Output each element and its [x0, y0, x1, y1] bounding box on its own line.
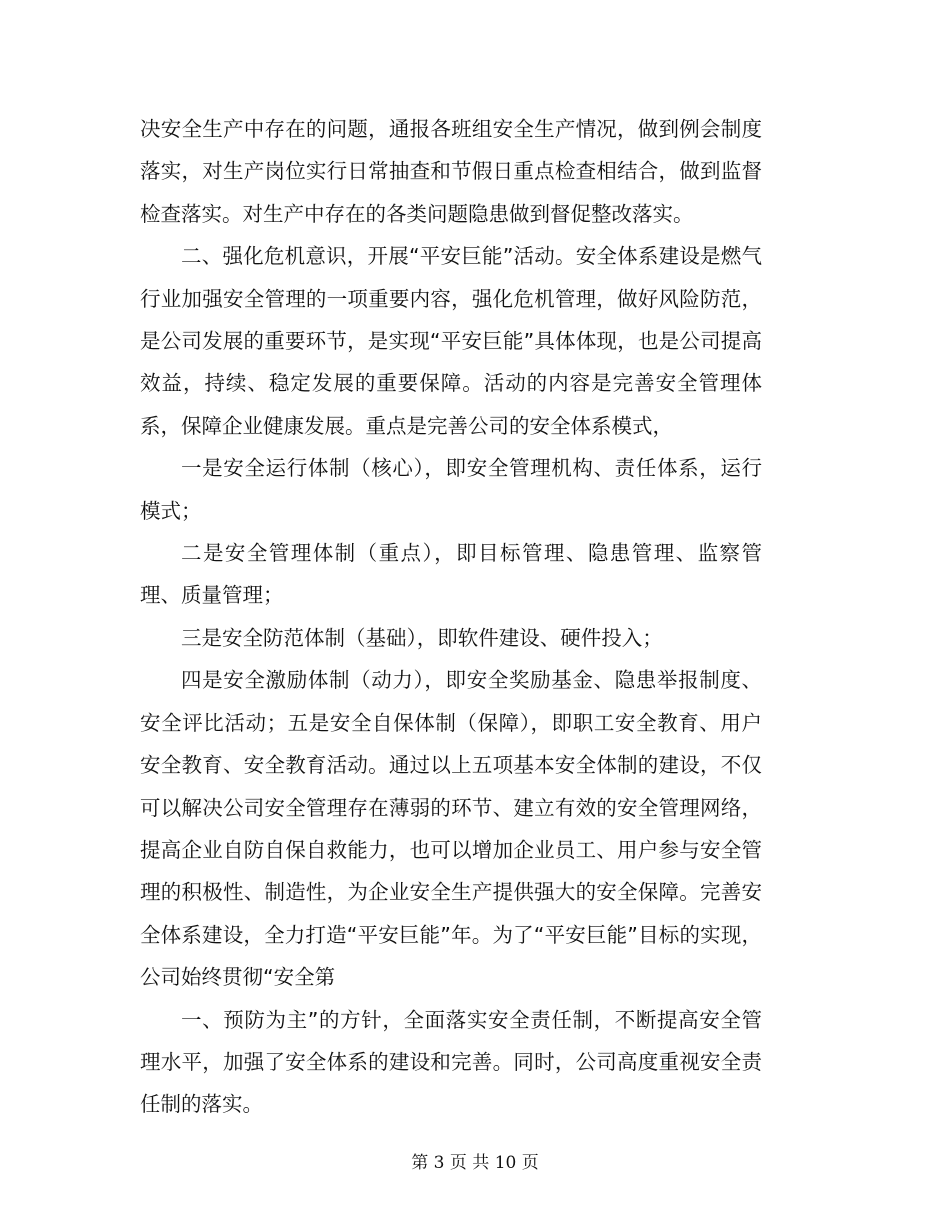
- paragraph-1: 决安全生产中存在的问题，通报各班组安全生产情况，做到例会制度落实，对生产岗位实行日常抽查和节假日重点检查相结合，做到监督检查落实。对生产中存在的各类问题隐患做到督促整改落实。: [140, 117, 762, 226]
- paragraph-4: 二是安全管理体制（重点），即目标管理、隐患管理、监察管理、质量管理；: [140, 541, 762, 608]
- document-body: [140, 108, 762, 1126]
- paragraph-5: 三是安全防范体制（基础），即软件建设、硬件投入；: [181, 625, 663, 650]
- paragraph-7: 一、预防为主”的方针，全面落实安全责任制，不断提高安全管理水平，加强了安全体系的建设和完善。同时，公司高度重视安全责任制的落实。: [140, 1007, 762, 1117]
- paragraph-6: 四是安全激励体制（动力），即安全奖励基金、隐患举报制度、安全评比活动；五是安全自保体制（保障），即职工安全教育、用户安全教育、安全教育活动。通过以上五项基本安全体制的建设，不仅可以解决公司安全管理存在薄弱的环节、建立有效的安全管理网络，提高企业自防自保自救能力，也可以增加企业员工、用户参与安全管理的积极性、制造性，为企业安全生产提供强大的安全保障。完善安全体系建设，全力打造“平安巨能”年。为了“平安巨能”目标的实现，公司始终贯彻“安全第: [140, 668, 762, 990]
- paragraph-2: 二、强化危机意识，开展“平安巨能”活动。安全体系建设是燃气行业加强安全管理的一项重要内容，强化危机管理，做好风险防范，是公司发展的重要环节，是实现“平安巨能”具体体现，也是公司提高效益，持续、稳定发展的重要保障。活动的内容是完善安全管理体系，保障企业健康发展。重点是完善公司的安全体系模式，: [140, 244, 762, 438]
- paragraph-3: 一是安全运行体制（核心），即安全管理机构、责任体系，运行模式；: [140, 456, 762, 523]
- page-number-footer: 第 3 页 共 10 页: [411, 1153, 539, 1173]
